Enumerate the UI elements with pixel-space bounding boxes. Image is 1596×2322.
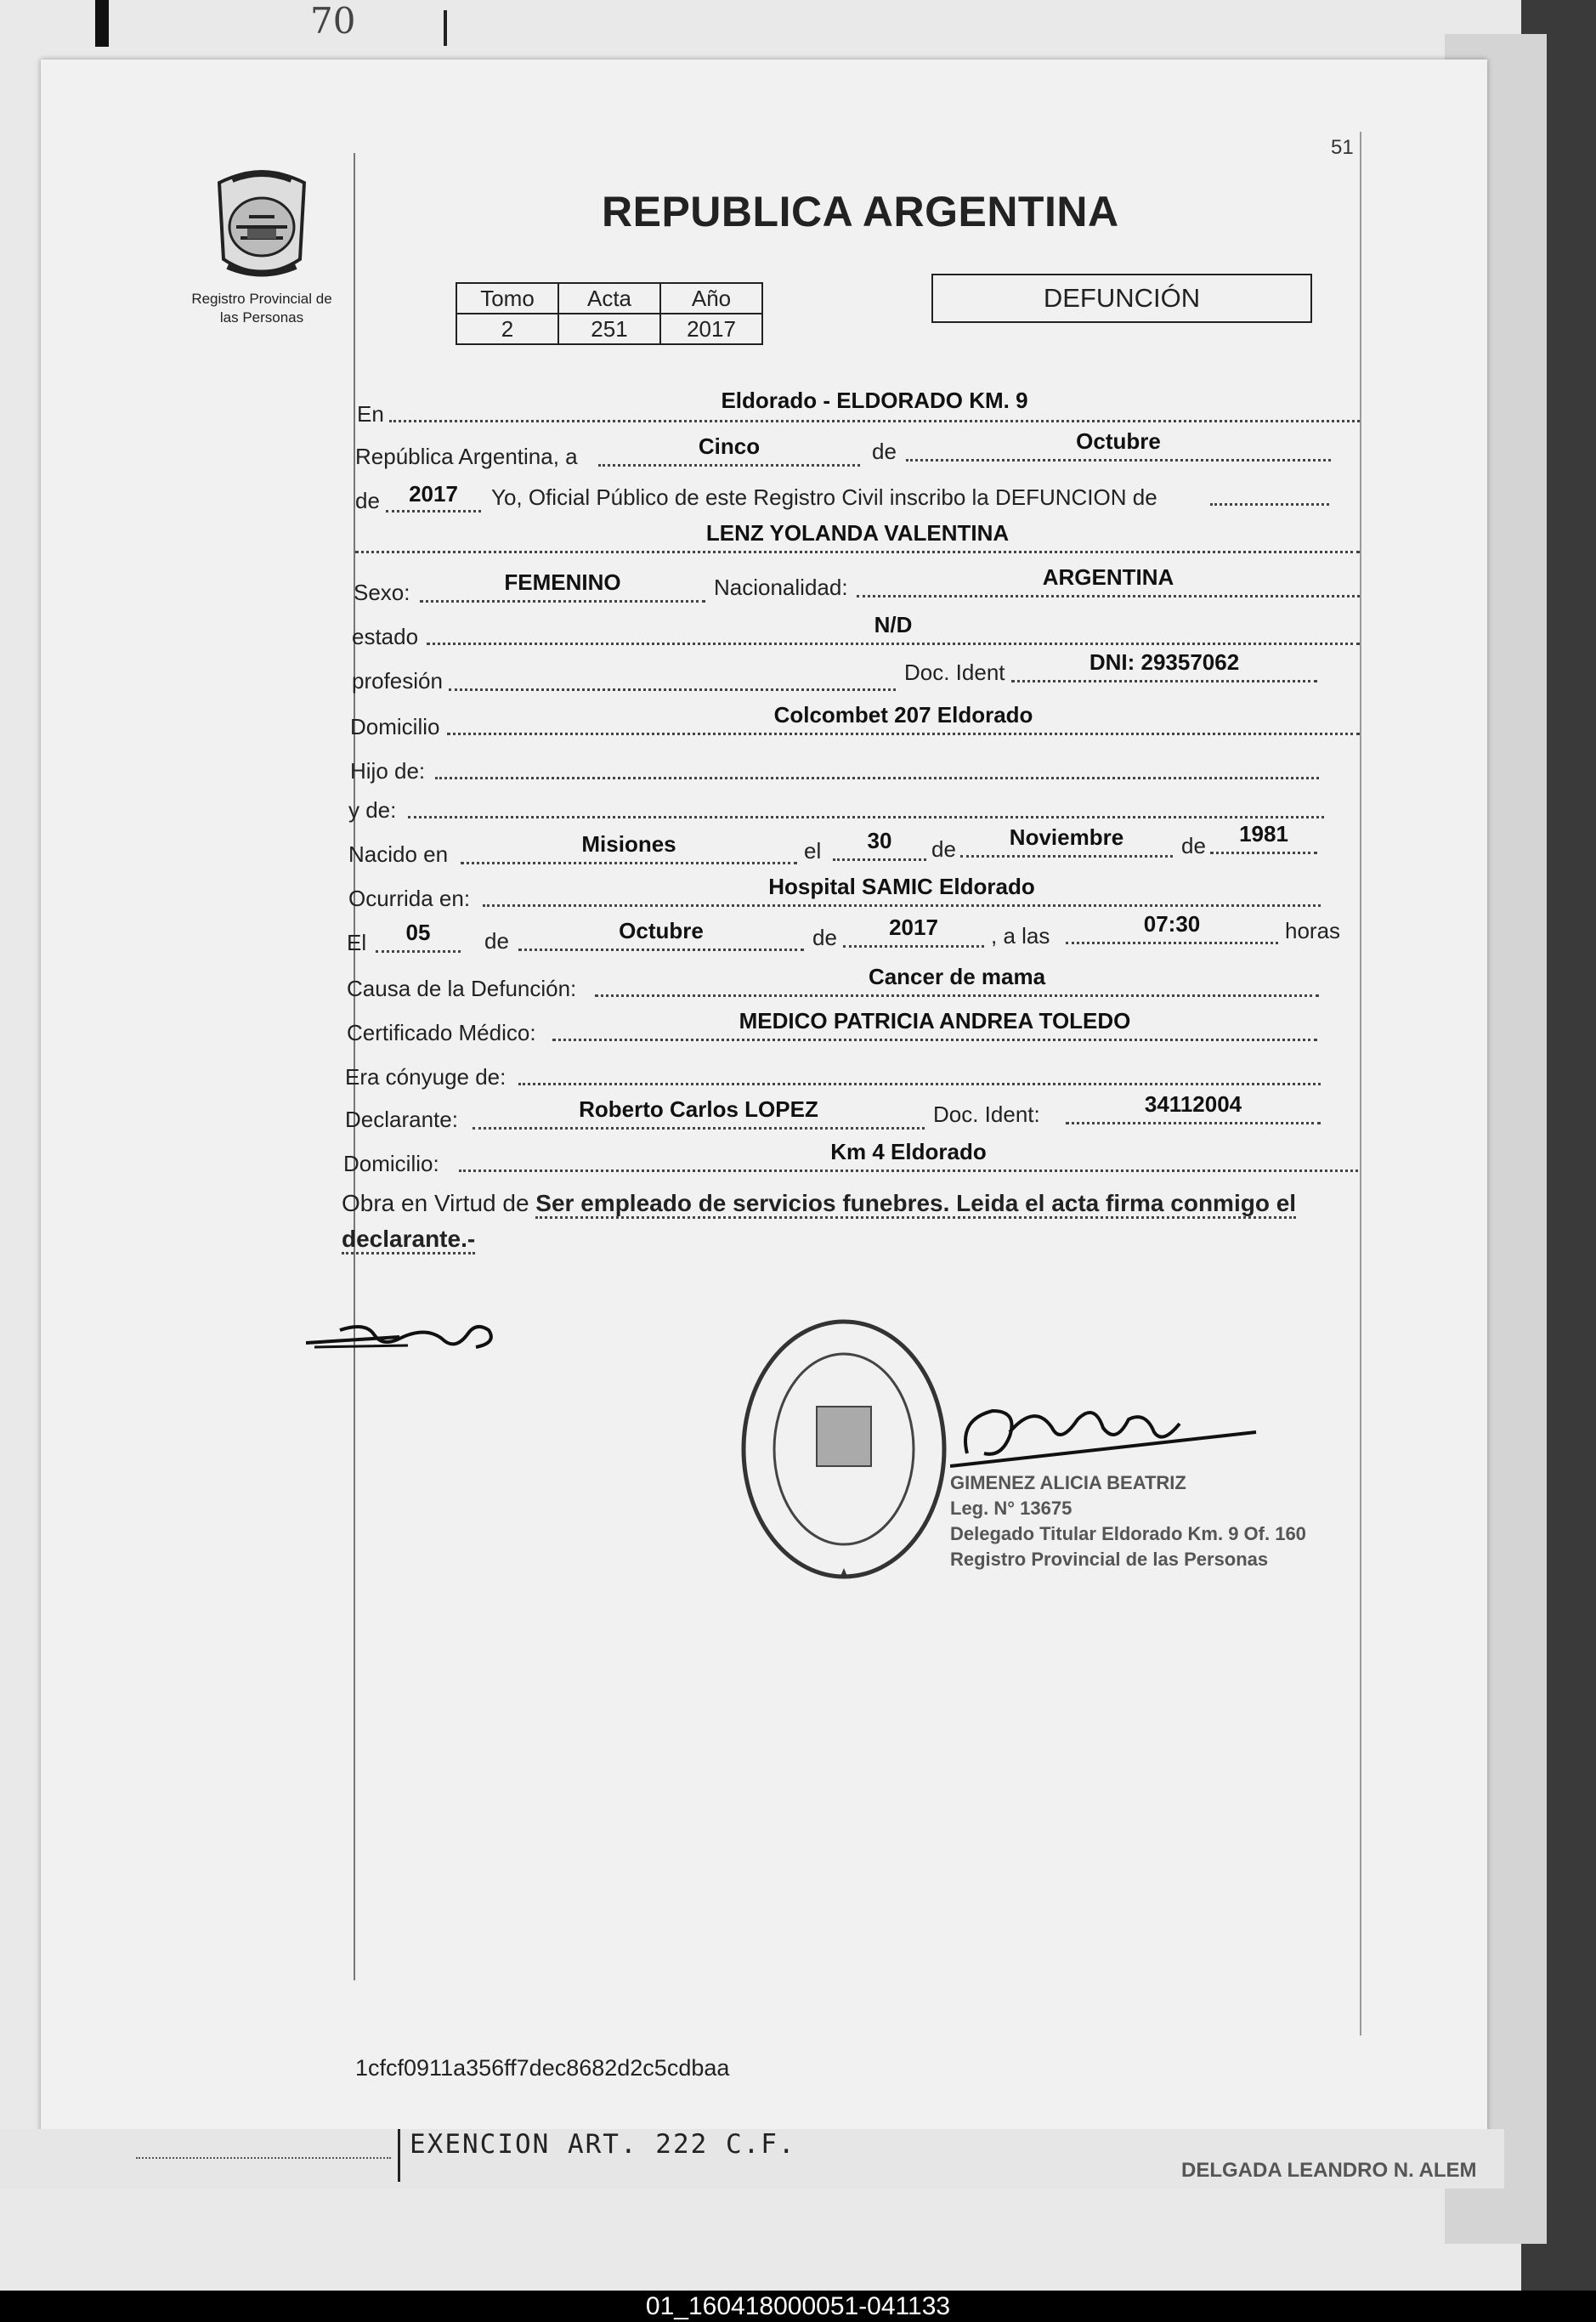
dotline-nationality [857,595,1360,597]
dotline-certificate [552,1039,1317,1041]
label-certificado: Certificado Médico: [347,1020,536,1045]
value-medical-certificate: MEDICO PATRICIA ANDREA TOLEDO [739,1008,1131,1034]
dotline-profession [449,688,896,691]
bottom-margin-line [398,2129,400,2182]
by-virtue-paragraph [342,1186,1361,1257]
dotline-yo [1210,503,1329,506]
label-obra: Obra en Virtud de [342,1190,529,1216]
value-civil-status: N/D [874,612,913,637]
dotline-death-year [843,945,984,948]
exemption-note: EXENCION ART. 222 C.F. [410,2129,796,2160]
label-republica: República Argentina, a [355,444,578,469]
label-declarante: Declarante: [345,1107,458,1132]
label-nacido-en: Nacido en [348,841,449,867]
dotline-declarant-address [459,1169,1358,1172]
label-a-las: , a las [991,923,1050,949]
dotline-doc [1011,680,1317,682]
label-horas: horas [1285,918,1341,943]
bottom-dotline [136,2157,391,2159]
value-deceased-name: LENZ YOLANDA VALENTINA [705,520,1010,546]
scan-id-footer: 01_160418000051-041133 [0,2291,1596,2322]
dotline-birth-place [461,862,797,864]
label-domicilio: Domicilio [350,714,440,739]
label-ocurrida-en: Ocurrida en: [348,886,471,911]
label-doc-ident-2: Doc. Ident: [933,1102,1040,1127]
value-death-time: 07:30 [1143,911,1201,937]
registry-seal [733,1313,954,1585]
registry-name-line1: Registro Provincial de [191,291,332,307]
record-header-acta: Acta [558,283,660,314]
record-value-acta: 251 [558,314,660,344]
record-type-box: DEFUNCIÓN [931,274,1312,323]
label-de-month: de [872,439,897,464]
label-de-death-month: de [484,928,509,954]
value-year: 2017 [409,481,458,507]
label-y-de: y de: [348,797,397,823]
record-value-tomo: 2 [456,314,558,344]
dotline-name [355,551,1360,553]
dotline-estado [427,643,1360,645]
dotline-death-month [518,949,804,951]
value-declarant-doc: 34112004 [1144,1091,1242,1117]
officer-signature [950,1385,1265,1479]
label-yo: Yo, Oficial Público de este Registro Civil inscribo la DEFUNCION de [491,484,1157,510]
right-margin-line [1360,132,1361,2036]
dotline-spouse [518,1083,1321,1085]
dotline-address [447,733,1360,735]
record-header-anio: Año [660,283,762,314]
label-domicilio-2: Domicilio: [343,1151,439,1176]
dotline-year [386,510,481,513]
record-value-anio: 2017 [660,314,762,344]
value-declarant-address: Km 4 Eldorado [830,1139,987,1164]
value-birth-month: Noviembre [1009,824,1124,850]
label-profesion: profesión [352,668,443,694]
page-number: 51 [1331,136,1354,159]
value-doc-ident: DNI: 29357062 [1089,649,1240,675]
value-place: Eldorado - ELDORADO KM. 9 [721,388,1028,413]
label-de-birth-year: de [1181,833,1206,858]
label-causa: Causa de la Defunción: [347,976,577,1001]
label-hijo-de: Hijo de: [350,758,426,784]
dotline-sex [420,600,705,603]
value-by-virtue-of: Ser empleado de servicios funebres. Leida el acta firma conmigo el declarante.- [342,1190,1296,1254]
dotline-place [389,420,1360,422]
value-birth-place: Misiones [581,831,676,857]
dotline-cause [595,994,1319,997]
dotline-birth-day [833,858,926,861]
document-hash: 1cfcf0911a356ff7dec8682d2c5cdbaa [355,2055,730,2081]
death-certificate-sheet [41,59,1487,2133]
dotline-hijo-de [435,777,1319,779]
dotline-declarant [473,1127,925,1130]
label-el-birth: el [804,838,822,864]
officer-name: GIMENEZ ALICIA BEATRIZ [950,1472,1186,1493]
record-table [456,282,763,345]
document-title: REPUBLICA ARGENTINA [602,188,1119,235]
value-death-month: Octubre [619,918,704,943]
label-doc-ident: Doc. Ident [904,660,1005,685]
value-cause: Cancer de mama [868,964,1046,989]
value-sex: FEMENINO [504,569,621,595]
dotline-death-day [376,950,461,953]
value-death-day: 05 [405,920,431,945]
binding-mark [95,0,109,47]
value-birth-year: 1981 [1239,821,1288,847]
officer-stamp-text [950,1470,1306,1572]
label-nacionalidad: Nacionalidad: [714,575,848,600]
dotline-y-de [408,816,1324,818]
folio-mark: 70 [310,0,356,42]
binding-mark-2 [444,10,447,46]
value-month: Octubre [1076,428,1161,454]
value-occurred-at: Hospital SAMIC Eldorado [768,874,1035,899]
label-estado: estado [352,624,419,649]
value-death-year: 2017 [889,915,938,940]
value-birth-day: 30 [867,828,892,853]
registry-name-line2: las Personas [219,309,304,326]
dotline-birth-year [1210,852,1317,854]
label-de-birth-month: de [931,836,956,862]
dotline-day [598,464,860,467]
registry-logo [168,166,355,327]
officer-legajo: Leg. N° 13675 [950,1498,1072,1519]
dotline-birth-month [960,855,1173,858]
label-en: En [357,401,384,427]
dotline-month [906,459,1331,462]
value-nationality: ARGENTINA [1042,564,1174,590]
delegation-stamp: DELGADA LEANDRO N. ALEM [1181,2159,1477,2182]
label-de-year: de [355,488,380,513]
officer-title: Delegado Titular Eldorado Km. 9 Of. 160 [950,1523,1306,1544]
value-declarant: Roberto Carlos LOPEZ [579,1096,818,1122]
label-sexo: Sexo: [354,580,410,605]
value-day-words: Cinco [698,433,761,459]
officer-registry: Registro Provincial de las Personas [950,1549,1269,1570]
record-header-tomo: Tomo [456,283,558,314]
dotline-occurred [483,904,1321,907]
declarant-signature [306,1305,501,1364]
dotline-time [1066,942,1278,944]
label-el-death: El [347,930,367,955]
label-conyuge: Era cónyuge de: [345,1064,507,1090]
dotline-declarant-doc [1066,1122,1321,1124]
value-address: Colcombet 207 Eldorado [773,702,1033,728]
coat-of-arms-icon [207,166,317,285]
label-de-death-year: de [812,925,837,950]
